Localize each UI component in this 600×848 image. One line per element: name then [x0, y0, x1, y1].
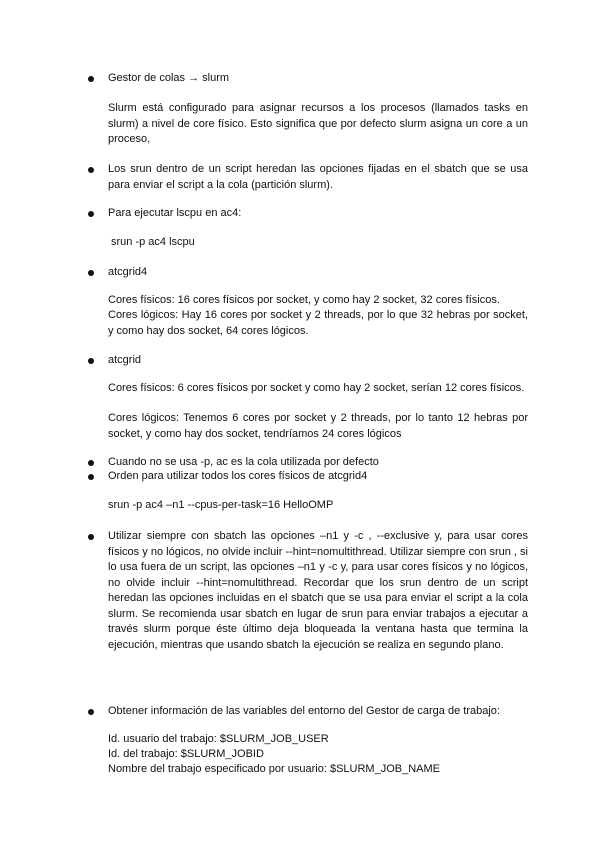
bullet-icon — [88, 709, 94, 715]
item-default-queue: Cuando no se usa -p, ac es la cola utilizada por defecto — [108, 456, 379, 468]
item-env-vars-heading: Obtener información de las variables del entorno del Gestor de carga de trabajo: — [108, 705, 500, 717]
item-atcgrid-logical: Cores lógicos: Tenemos 6 cores por socket y 2 threads, por lo tanto 12 hebras por socket, y como hay dos socket, tendríamos 24 cores lógicos — [108, 412, 528, 440]
bullet-icon — [88, 211, 94, 217]
item-gestor-colas-heading: Gestor de colas → slurm — [108, 72, 230, 84]
item-orden-code: srun -p ac4 –n1 --cpus-per-task=16 HelloOMP — [108, 499, 334, 511]
bullet-icon — [88, 534, 94, 540]
env-var-jobname: Nombre del trabajo especificado por usuario: $SLURM_JOB_NAME — [108, 763, 440, 775]
item-orden-heading: Orden para utilizar todos los cores físicos de atcgrid4 — [108, 470, 368, 482]
item-atcgrid4-heading: atcgrid4 — [108, 266, 148, 278]
item-lscpu-code: srun -p ac4 lscpu — [111, 236, 195, 248]
bullet-icon — [88, 358, 94, 364]
bullet-icon — [88, 474, 94, 480]
item-atcgrid-physical: Cores físicos: 6 cores físicos por socket y como hay 2 socket, serían 12 cores físicos. — [108, 382, 525, 394]
item-srun-heredan: Los srun dentro de un script heredan las opciones fijadas en el sbatch que se usa para enviar el script a la cola (partición slurm). — [108, 163, 528, 191]
item-gestor-colas-body: Slurm está configurado para asignar recursos a los procesos (llamados tasks en slurm) a nivel de core físico. Esto significa que por defecto slurm asigna un core a un proceso, — [108, 102, 528, 145]
bullet-icon — [88, 167, 94, 173]
item-lscpu-heading: Para ejecutar lscpu en ac4: — [108, 207, 242, 219]
env-var-jobid: Id. del trabajo: $SLURM_JOBID — [108, 748, 264, 760]
bullet-icon — [88, 76, 94, 82]
item-atcgrid4-physical: Cores físicos: 16 cores físicos por socket, y como hay 2 socket, 32 cores físicos. — [108, 294, 500, 306]
item-atcgrid4-logical: Cores lógicos: Hay 16 cores por socket y 2 threads, por lo que 32 hebras por socket, y como hay dos socket, 64 cores lógicos. — [108, 309, 528, 337]
env-var-user: Id. usuario del trabajo: $SLURM_JOB_USER — [108, 733, 329, 745]
item-atcgrid-heading: atcgrid — [108, 354, 142, 366]
item-sbatch-recommendation: Utilizar siempre con sbatch las opciones –n1 y -c , --exclusive y, para usar cores físicos y no lógicos, no olvide incluir --hint=nomultithread. Utilizar siempre con srun , si lo usa fuera de un script, las opciones –n1 y -c y, para usar cores físicos y no lógicos, no olvide incluir --hint=nomultithread. Recordar que los srun dentro de un script heredan las opciones incluidas en el sbatch que se usa para enviar el script a la cola slurm. Se recomienda usar sbatch en lugar de srun para enviar trabajos a ejecutar a través slurm porque éste último deja bloqueada la ventana hasta que termina la ejecución, mientras que usando sbatch la ejecución se realiza en segundo plano. — [108, 530, 528, 651]
bullet-icon — [88, 270, 94, 276]
bullet-icon — [88, 460, 94, 466]
